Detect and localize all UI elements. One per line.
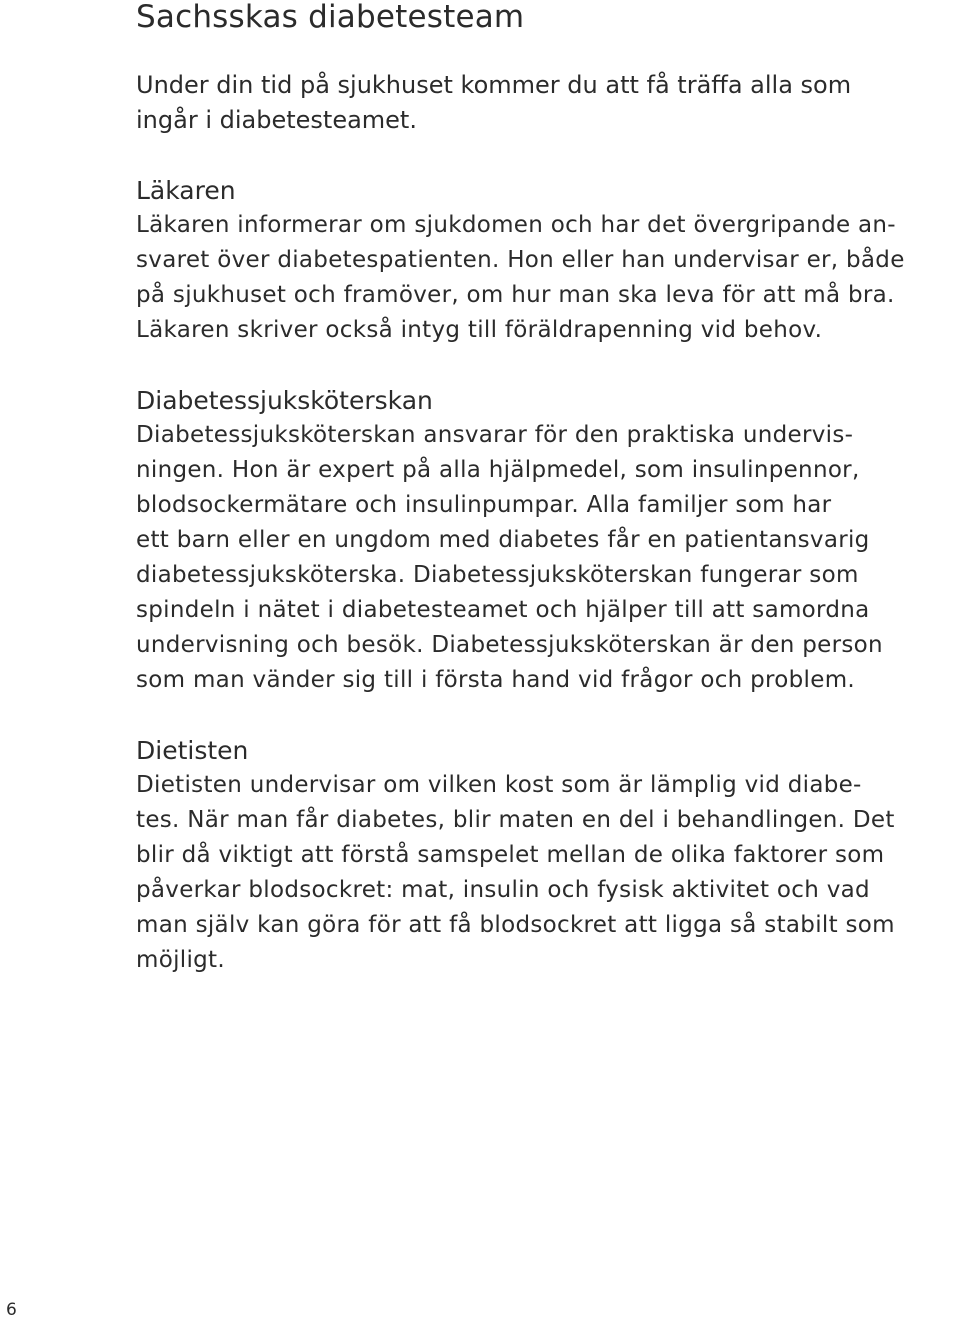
intro-line: ingår i diabetesteamet. (136, 106, 417, 134)
page-number: 6 (6, 1300, 17, 1320)
body-line: påverkar blodsockret: mat, insulin och fysisk aktivitet och vad (136, 877, 870, 903)
body-line: spindeln i nätet i diabetesteamet och hjälper till att samordna (136, 597, 870, 623)
intro-line: Under din tid på sjukhuset kommer du att få träffa alla som (136, 71, 852, 99)
section-diabetessjukskoterskan (136, 383, 936, 698)
body-line: man själv kan göra för att få blodsockret att ligga så stabilt som (136, 912, 895, 938)
section-heading: Diabetessjuksköterskan (136, 386, 433, 415)
section-body (136, 208, 936, 348)
body-line: ett barn eller en ungdom med diabetes får en patientansvarig (136, 527, 870, 553)
body-line: Läkaren skriver också intyg till föräldrapenning vid behov. (136, 317, 823, 343)
body-line: blodsockermätare och insulinpumpar. Alla familjer som har (136, 492, 832, 518)
section-heading: Dietisten (136, 736, 249, 765)
body-line: diabetessjuksköterska. Diabetessjuksköterskan fungerar som (136, 562, 859, 588)
section-heading: Läkaren (136, 176, 236, 205)
body-line: blir då viktigt att förstå samspelet mellan de olika faktorer som (136, 842, 885, 868)
section-lakaren (136, 173, 936, 348)
body-line: tes. När man får diabetes, blir maten en del i behandlingen. Det (136, 807, 895, 833)
body-line: på sjukhuset och framöver, om hur man ska leva för att må bra. (136, 282, 895, 308)
body-line: Läkaren informerar om sjukdomen och har det övergripande an- (136, 212, 896, 238)
section-dietisten (136, 733, 936, 978)
body-line: ningen. Hon är expert på alla hjälpmedel, som insulinpennor, (136, 457, 860, 483)
page-title: Sachsskas diabetesteam (136, 0, 525, 35)
body-line: svaret över diabetespatienten. Hon eller han undervisar er, både (136, 247, 905, 273)
document-page (136, 0, 936, 978)
body-line: möjligt. (136, 947, 225, 973)
section-body (136, 768, 936, 978)
intro-paragraph (136, 68, 936, 138)
body-line: som man vänder sig till i första hand vid frågor och problem. (136, 667, 856, 693)
body-line: Dietisten undervisar om vilken kost som är lämplig vid diabe- (136, 772, 862, 798)
body-line: Diabetessjuksköterskan ansvarar för den praktiska undervis- (136, 422, 854, 448)
section-body (136, 418, 936, 698)
body-line: undervisning och besök. Diabetessjuksköterskan är den person (136, 632, 883, 658)
